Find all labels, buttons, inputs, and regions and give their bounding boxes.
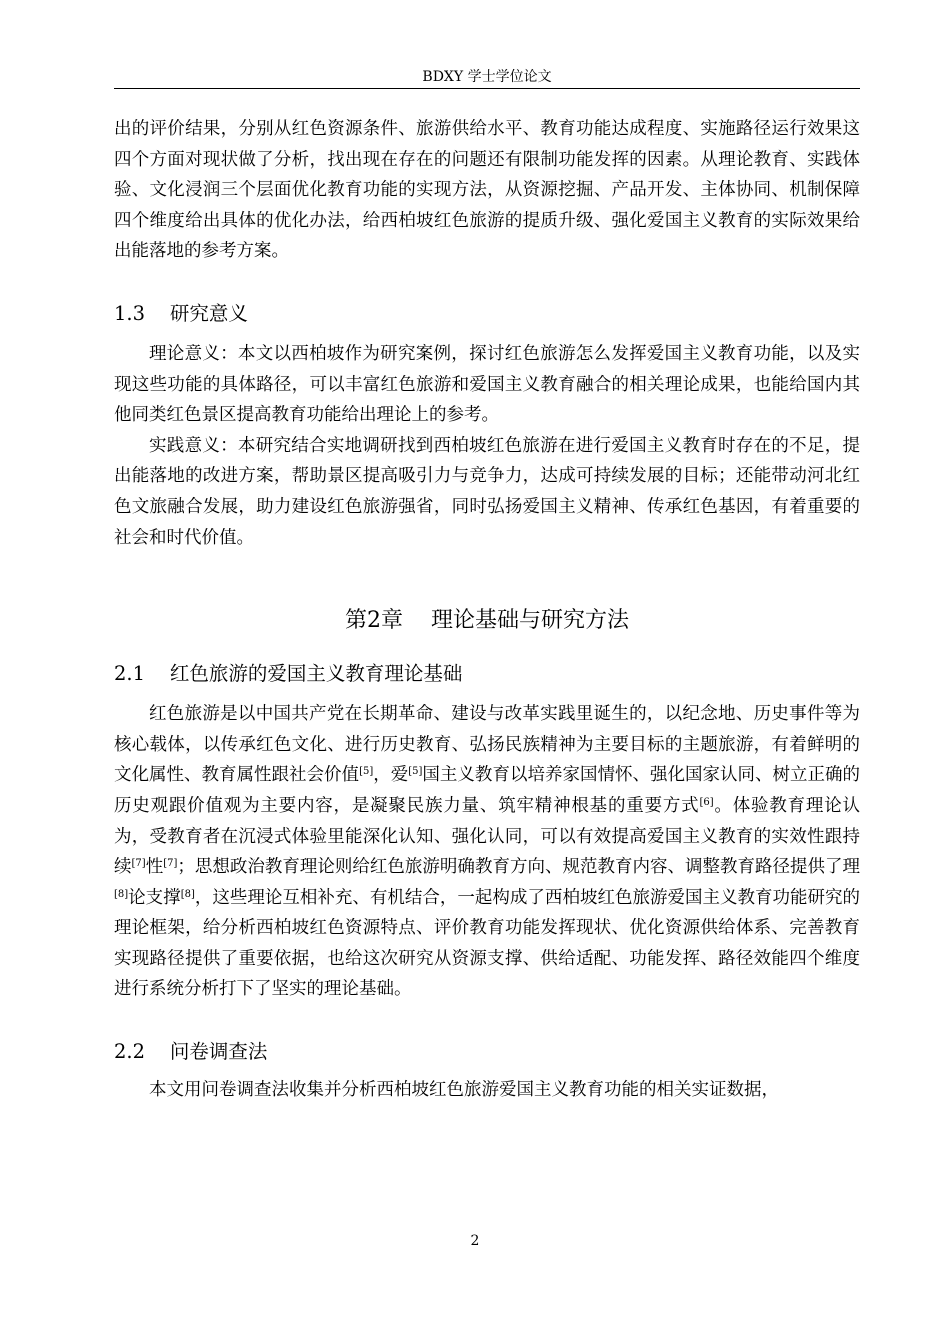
paragraph-theory-significance: 理论意义：本文以西柏坡作为研究案例，探讨红色旅游怎么发挥爱国主义教育功能，以及实现这些功能的具体路径，可以丰富红色旅游和爱国主义教育融合的相关理论成果，也能给国内其他同类红色景区提高教育功能给出理论上的参考。 <box>114 343 860 426</box>
section-heading-2-1 <box>114 659 860 689</box>
section-heading-1-3 <box>114 299 860 329</box>
citation: [5] <box>408 766 423 778</box>
chapter-suffix: 章 <box>381 608 404 634</box>
paragraph-red-tourism-theory: 红色旅游是以中国共产党在长期革命、建设与改革实践里诞生的，以纪念地、历史事件等为核心载体，以传承红色文化、进行历史教育、弘扬民族精神为主要目标的主题旅游，有着鲜明的文化属性、教育属性跟社会价值[5]，爱[5]国主义教育以培养家国情怀、强化国家认同、树立正确的历史观跟价值观为主要内容，是凝聚民族力量、筑牢精神根基的重要方式[6]。体验教育理论认为，受教育者在沉浸式体验里能深化认知、强化认同，可以有效提高爱国主义教育的实效性跟持续[7]性[7]；思想政治教育理论则给红色旅游明确教育方向、规范教育内容、调整教育路径提供了理[8]论支撑[8]，这些理论互相补充、有机结合，一起构成了西柏坡红色旅游爱国主义教育功能研究的理论框架，给分析西柏坡红色资源特点、评价教育功能发挥现状、优化资源供给体系、完善教育实现路径提供了重要依据，也给这次研究从资源支撑、供给适配、功能发挥、路径效能四个维度进行系统分析打下了坚实的理论基础。 <box>114 704 861 1000</box>
citation: [6] <box>699 796 714 808</box>
section-title: 研究意义 <box>169 301 248 325</box>
citation: [8] <box>114 888 129 900</box>
chapter-number: 2 <box>367 608 381 634</box>
section-number: 2.1 <box>114 662 146 686</box>
citation: [7] <box>163 858 178 870</box>
citation: [8] <box>180 888 195 900</box>
chapter-heading-2 <box>114 605 860 637</box>
citation: [7] <box>131 858 146 870</box>
page-body <box>114 114 860 1106</box>
section-number: 1.3 <box>114 301 146 325</box>
paragraph-questionnaire: 本文用问卷调查法收集并分析西柏坡红色旅游爱国主义教育功能的相关实证数据， <box>149 1080 779 1101</box>
header-rule <box>114 88 860 89</box>
section-number: 2.2 <box>114 1040 146 1064</box>
chapter-title: 理论基础与研究方法 <box>431 608 630 634</box>
section-title: 问卷调查法 <box>169 1040 268 1064</box>
paragraph-intro-continued: 出的评价结果，分别从红色资源条件、旅游供给水平、教育功能达成程度、实施路径运行效果这四个方面对现状做了分析，找出现在存在的问题还有限制功能发挥的因素。从理论教育、实践体验、文化浸润三个层面优化教育功能的实现方法，从资源挖掘、产品开发、主体协同、机制保障四个维度给出具体的优化办法，给西柏坡红色旅游的提质升级、强化爱国主义教育的实际效果给出能落地的参考方案。 <box>114 119 860 262</box>
section-title: 红色旅游的爱国主义教育理论基础 <box>169 662 463 686</box>
paragraph-practice-significance: 实践意义：本研究结合实地调研找到西柏坡红色旅游在进行爱国主义教育时存在的不足，提出能落地的改进方案，帮助景区提高吸引力与竞争力，达成可持续发展的目标；还能带动河北红色文旅融合发展，助力建设红色旅游强省，同时弘扬爱国主义精神、传承红色基因，有着重要的社会和时代价值。 <box>114 435 860 548</box>
running-header: BDXY 学士学位论文 <box>422 69 552 85</box>
citation: [5] <box>359 766 374 778</box>
chapter-prefix: 第 <box>344 608 367 634</box>
section-heading-2-2 <box>114 1037 860 1067</box>
page-number: 2 <box>470 1233 480 1249</box>
